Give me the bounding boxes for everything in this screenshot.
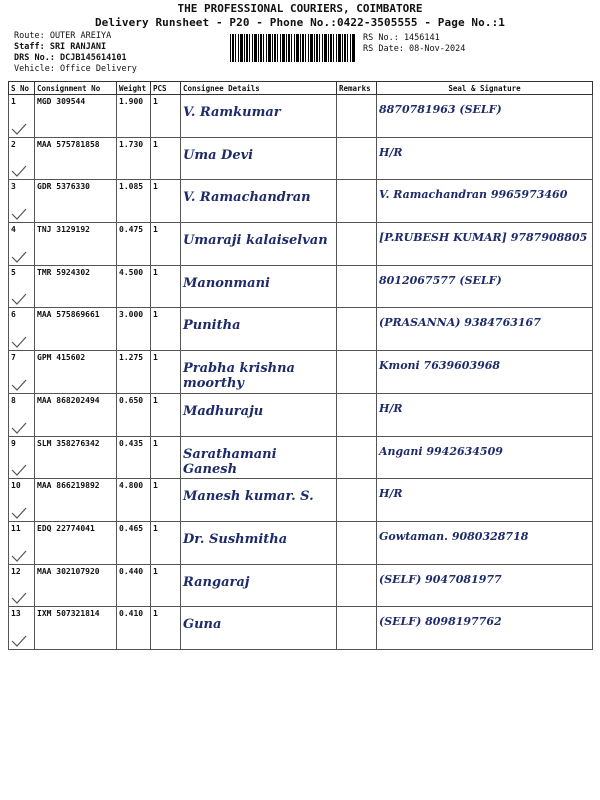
vehicle-label: Vehicle: Office Delivery — [14, 64, 137, 74]
consignee-handwriting: Umaraji kalaiselvan — [183, 233, 328, 249]
cell-consignment: SLM 358276342 — [35, 436, 117, 479]
table-row — [9, 564, 593, 607]
route-label: Route: OUTER AREIYA — [14, 31, 112, 41]
seal-handwriting: H/R — [379, 487, 403, 501]
rs-date-label: RS Date: 08-Nov-2024 — [363, 44, 466, 54]
table-row — [9, 265, 593, 308]
cell-consignee — [181, 223, 337, 266]
cell-remarks — [337, 137, 377, 180]
seal-handwriting: Kmoni 7639603968 — [379, 359, 501, 373]
check-mark-icon — [11, 293, 27, 305]
col-pcs: PCS — [151, 82, 181, 95]
check-mark-icon — [11, 635, 27, 647]
cell-seal — [377, 351, 593, 394]
cell-pcs: 1 — [151, 308, 181, 351]
cell-consignment: GPM 415602 — [35, 351, 117, 394]
cell-pcs: 1 — [151, 436, 181, 479]
cell-pcs: 1 — [151, 564, 181, 607]
consignee-handwriting: Manonmani — [183, 275, 270, 291]
cell-sno — [9, 137, 35, 180]
cell-pcs: 1 — [151, 223, 181, 266]
cell-weight: 4.500 — [117, 265, 151, 308]
cell-remarks — [337, 265, 377, 308]
seal-handwriting: Gowtaman. 9080328718 — [379, 529, 529, 543]
consignee-handwriting: V. Ramkumar — [183, 105, 281, 120]
cell-consignee — [181, 95, 337, 138]
table-row — [9, 521, 593, 564]
cell-weight: 1.275 — [117, 351, 151, 394]
barcode — [230, 34, 356, 62]
sno-value: 13 — [11, 609, 21, 619]
cell-remarks — [337, 479, 377, 522]
cell-seal — [377, 265, 593, 308]
table-row — [9, 393, 593, 436]
check-mark-icon — [11, 379, 27, 391]
seal-handwriting: 8870781963 (SELF) — [379, 103, 502, 116]
cell-sno — [9, 521, 35, 564]
check-mark-icon — [11, 592, 27, 604]
cell-pcs: 1 — [151, 521, 181, 564]
check-mark-icon — [11, 507, 27, 519]
sno-value: 3 — [11, 182, 16, 192]
cell-consignee — [181, 393, 337, 436]
cell-remarks — [337, 351, 377, 394]
consignee-handwriting: Dr. Sushmitha — [183, 531, 288, 547]
cell-pcs: 1 — [151, 265, 181, 308]
cell-consignee — [181, 564, 337, 607]
seal-handwriting: V. Ramachandran 9965973460 — [379, 188, 568, 202]
cell-seal — [377, 308, 593, 351]
cell-weight: 0.435 — [117, 436, 151, 479]
cell-remarks — [337, 308, 377, 351]
cell-seal — [377, 521, 593, 564]
cell-pcs: 1 — [151, 180, 181, 223]
sno-value: 7 — [11, 353, 16, 363]
seal-handwriting: 8012067577 (SELF) — [379, 273, 502, 287]
cell-seal — [377, 479, 593, 522]
runsheet-subtitle: Delivery Runsheet - P20 - Phone No.:0422-3505555 - Page No.:1 — [94, 16, 506, 29]
check-mark-icon — [11, 550, 27, 562]
cell-weight: 3.000 — [117, 308, 151, 351]
cell-consignment: MGD 309544 — [35, 95, 117, 138]
sno-value: 1 — [11, 97, 16, 106]
cell-consignee — [181, 308, 337, 351]
cell-consignee — [181, 479, 337, 522]
cell-consignment: TMR 5924302 — [35, 265, 117, 308]
sno-value: 5 — [11, 267, 16, 277]
cell-sno — [9, 607, 35, 650]
cell-weight: 0.440 — [117, 564, 151, 607]
cell-consignee — [181, 180, 337, 223]
sno-value: 4 — [11, 225, 16, 235]
table-row — [9, 607, 593, 650]
cell-remarks — [337, 436, 377, 479]
cell-sno — [9, 180, 35, 223]
cell-consignment: IXM 507321814 — [35, 607, 117, 650]
cell-sno — [9, 95, 35, 138]
cell-sno — [9, 223, 35, 266]
cell-weight: 1.900 — [117, 95, 151, 138]
cell-weight: 0.475 — [117, 223, 151, 266]
consignee-handwriting: Rangaraj — [183, 574, 250, 590]
cell-weight: 1.085 — [117, 180, 151, 223]
cell-remarks — [337, 607, 377, 650]
col-sno: S No — [9, 82, 35, 95]
cell-consignee — [181, 265, 337, 308]
cell-weight: 4.800 — [117, 479, 151, 522]
table-row — [9, 95, 593, 138]
cell-consignee — [181, 351, 337, 394]
cell-pcs: 1 — [151, 95, 181, 138]
sno-value: 6 — [11, 310, 16, 320]
cell-seal — [377, 95, 593, 138]
sno-value: 9 — [11, 438, 16, 448]
cell-consignment: MAA 868202494 — [35, 393, 117, 436]
staff-label: Staff: SRI RANJANI — [14, 42, 107, 52]
col-consignee: Consignee Details — [181, 82, 337, 95]
cell-remarks — [337, 521, 377, 564]
check-mark-icon — [11, 123, 27, 135]
cell-sno — [9, 393, 35, 436]
seal-handwriting: [P.RUBESH KUMAR] 9787908805 — [379, 231, 588, 245]
table-row — [9, 351, 593, 394]
check-mark-icon — [11, 336, 27, 348]
table-row — [9, 223, 593, 266]
cell-consignment: MAA 575869661 — [35, 308, 117, 351]
cell-sno — [9, 479, 35, 522]
table-row — [9, 137, 593, 180]
cell-consignee — [181, 137, 337, 180]
cell-sno — [9, 265, 35, 308]
col-weight: Weight — [117, 82, 151, 95]
cell-consignment: MAA 866219892 — [35, 479, 117, 522]
seal-handwriting: (PRASANNA) 9384763167 — [379, 316, 541, 330]
seal-handwriting: H/R — [379, 401, 403, 415]
cell-remarks — [337, 95, 377, 138]
table-row — [9, 436, 593, 479]
cell-consignment: MAA 575781858 — [35, 137, 117, 180]
cell-sno — [9, 308, 35, 351]
col-remarks: Remarks — [337, 82, 377, 95]
cell-sno — [9, 436, 35, 479]
cell-seal — [377, 436, 593, 479]
sno-value: 10 — [11, 481, 21, 491]
runsheet-company-title: THE PROFESSIONAL COURIERS, COIMBATORE — [177, 2, 423, 15]
seal-handwriting: (SELF) 8098197762 — [379, 615, 502, 629]
table-row — [9, 479, 593, 522]
table-header-row — [9, 82, 593, 95]
check-mark-icon — [11, 251, 27, 263]
cell-weight: 0.465 — [117, 521, 151, 564]
cell-pcs: 1 — [151, 351, 181, 394]
cell-remarks — [337, 564, 377, 607]
col-consignment: Consignment No — [35, 82, 117, 95]
sno-value: 11 — [11, 523, 21, 533]
consignee-handwriting: Guna — [183, 617, 222, 633]
rs-no-label: RS No.: 1456141 — [363, 33, 440, 43]
cell-pcs: 1 — [151, 479, 181, 522]
cell-pcs: 1 — [151, 607, 181, 650]
check-mark-icon — [11, 165, 27, 177]
consignee-handwriting: Madhuraju — [183, 403, 264, 419]
cell-seal — [377, 223, 593, 266]
sno-value: 12 — [11, 566, 21, 576]
consignee-handwriting: Sarathamani Ganesh — [183, 446, 277, 477]
consignee-handwriting: Uma Devi — [183, 147, 254, 163]
table-row — [9, 180, 593, 223]
cell-weight: 0.650 — [117, 393, 151, 436]
cell-weight: 0.410 — [117, 607, 151, 650]
seal-handwriting: Angani 9942634509 — [379, 444, 503, 458]
table-row — [9, 308, 593, 351]
cell-remarks — [337, 223, 377, 266]
consignee-handwriting: Manesh kumar. S. — [183, 489, 314, 505]
cell-consignment: GDR 5376330 — [35, 180, 117, 223]
seal-handwriting: (SELF) 9047081977 — [379, 572, 502, 586]
cell-weight: 1.730 — [117, 137, 151, 180]
consignee-handwriting: V. Ramachandran — [183, 190, 311, 206]
cell-consignment: EDQ 22774041 — [35, 521, 117, 564]
check-mark-icon — [11, 422, 27, 434]
seal-handwriting: H/R — [379, 145, 403, 159]
cell-consignee — [181, 521, 337, 564]
sno-value: 2 — [11, 139, 16, 149]
cell-seal — [377, 137, 593, 180]
cell-sno — [9, 351, 35, 394]
cell-pcs: 1 — [151, 393, 181, 436]
sno-value: 8 — [11, 395, 16, 405]
cell-seal — [377, 393, 593, 436]
cell-consignee — [181, 436, 337, 479]
col-seal: Seal & Signature — [377, 82, 593, 95]
cell-seal — [377, 607, 593, 650]
check-mark-icon — [11, 208, 27, 220]
meta-left — [14, 31, 137, 75]
cell-consignment: MAA 302107920 — [35, 564, 117, 607]
cell-remarks — [337, 393, 377, 436]
cell-seal — [377, 180, 593, 223]
check-mark-icon — [11, 464, 27, 476]
consignee-handwriting: Punitha — [183, 318, 241, 334]
cell-consignment: TNJ 3129192 — [35, 223, 117, 266]
consignee-handwriting: Prabha krishna moorthy — [183, 361, 295, 392]
cell-remarks — [337, 180, 377, 223]
runsheet-table — [8, 81, 593, 650]
cell-pcs: 1 — [151, 137, 181, 180]
drs-label: DRS No.: DCJB145614101 — [14, 53, 127, 63]
cell-seal — [377, 564, 593, 607]
cell-consignee — [181, 607, 337, 650]
meta-right — [363, 33, 465, 55]
cell-sno — [9, 564, 35, 607]
